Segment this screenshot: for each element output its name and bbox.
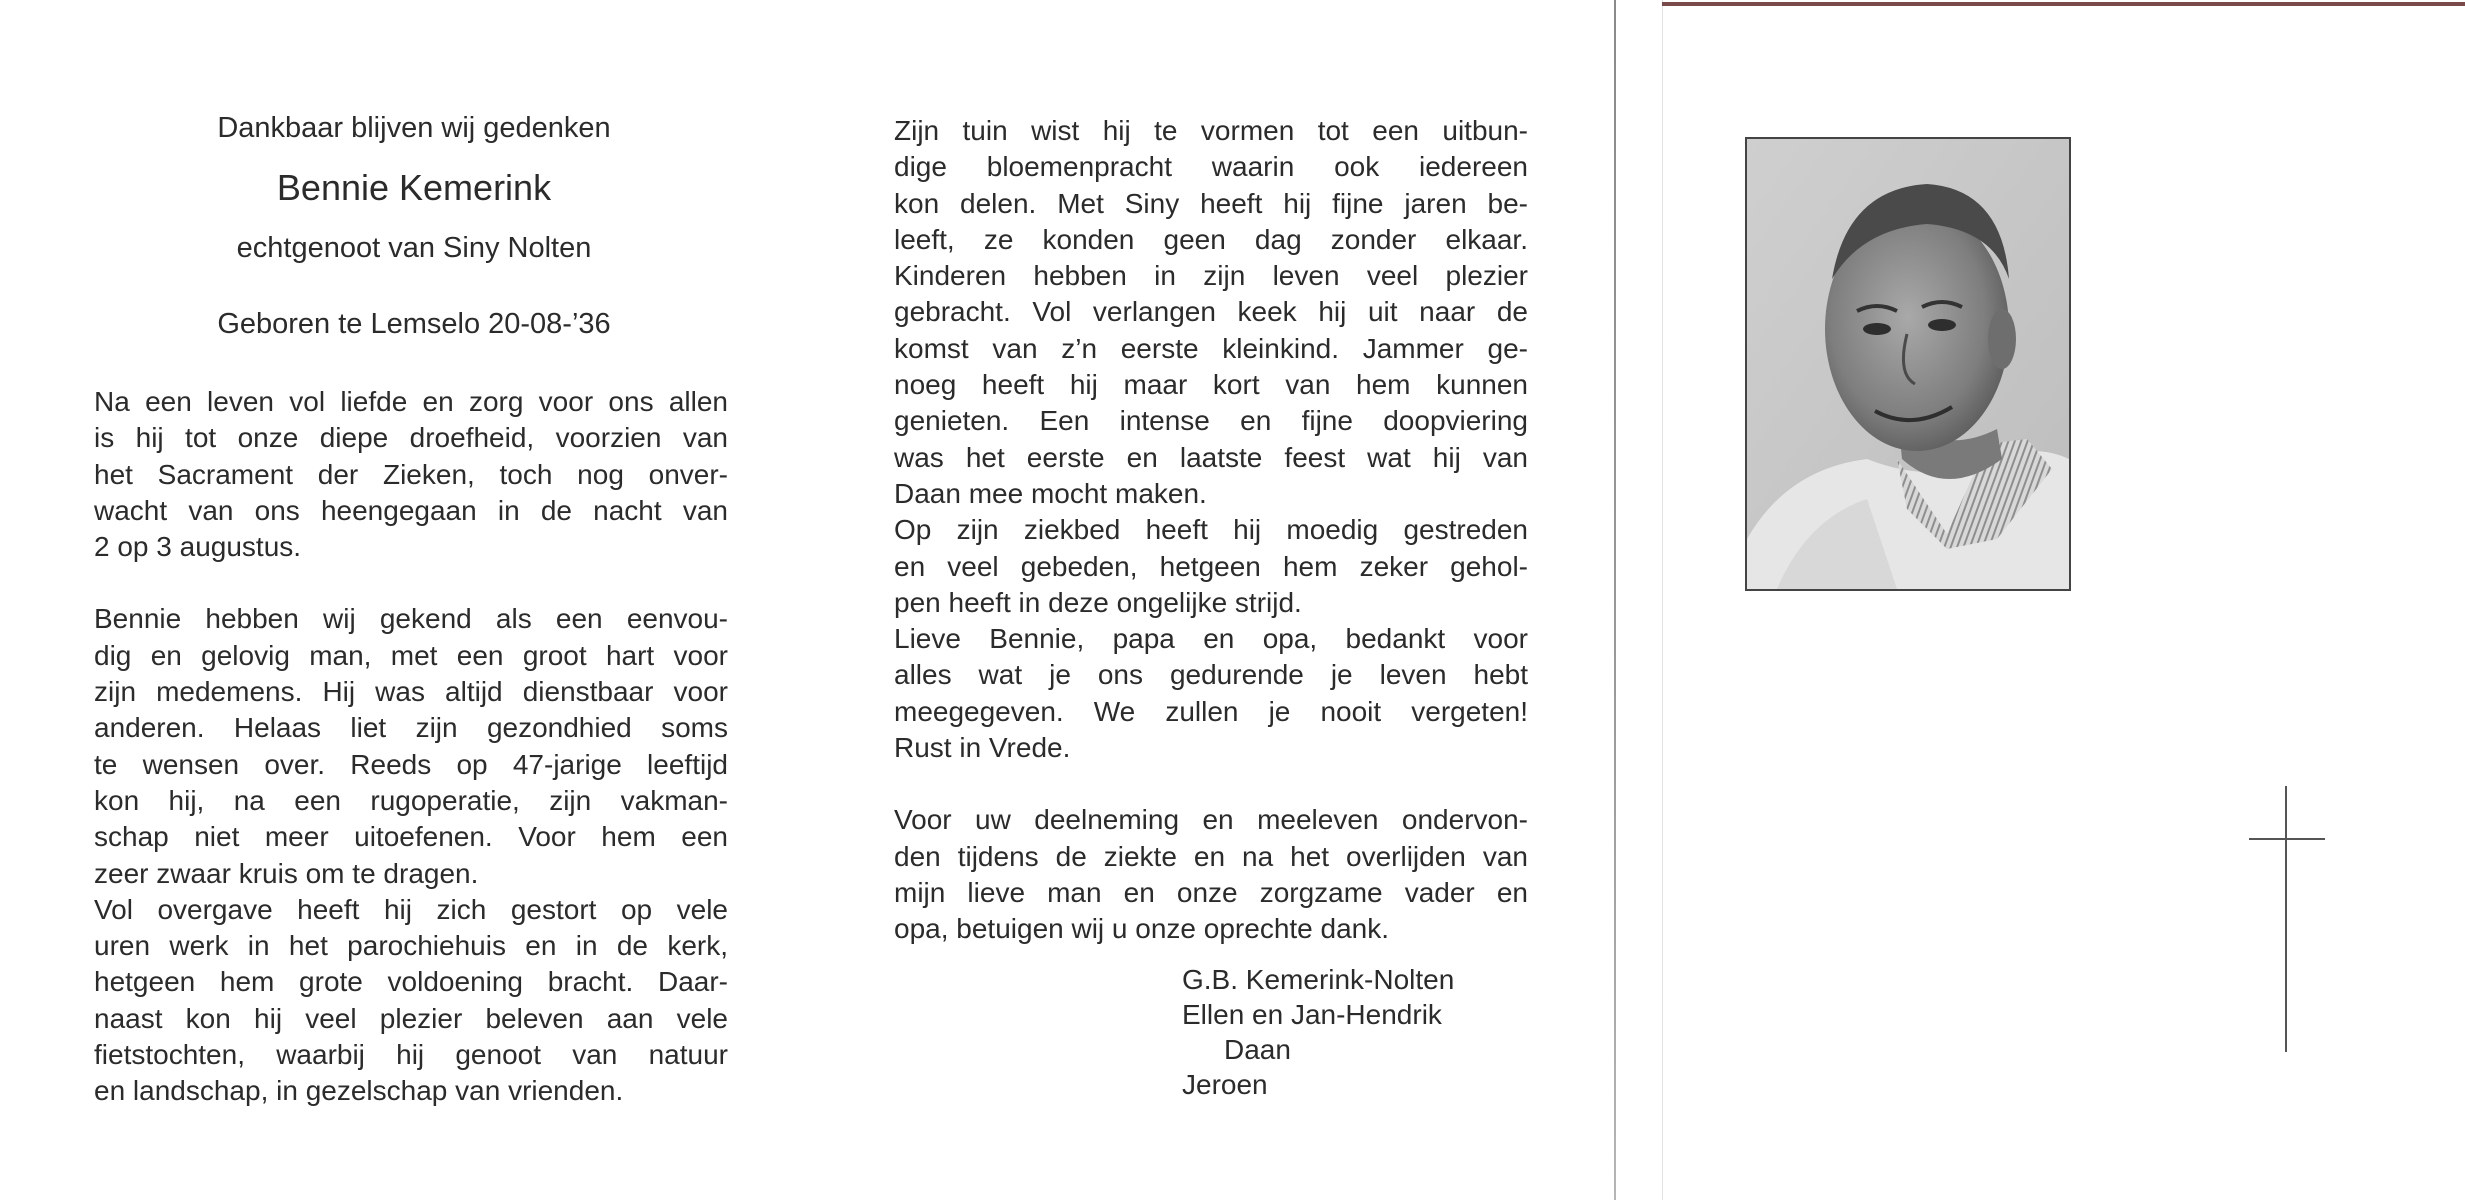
text-line: Op zijn ziekbed heeft hij moedig gestreden [894,514,1528,546]
text-line: en landschap, in gezelschap van vrienden. [94,1075,624,1107]
text-line: dige bloemenpracht waarin ook iedereen [894,151,1528,183]
text-line: leeft, ze konden geen dag zonder elkaar. [894,223,1528,255]
text-line: genieten. Een intense en fijne doopviering [894,405,1528,437]
middle-paragraph-1 [894,113,1528,512]
card-fold-line [1614,0,1616,1200]
text-line: is hij tot onze diepe droefheid, voorzien van [94,422,728,454]
birth-line: Geboren te Lemselo 20-08-’36 [217,308,611,340]
text-line: fietstochten, waarbij hij genoot van natuur [94,1039,728,1071]
text-line: Vol overgave heeft hij zich gestort op vele [94,893,728,925]
text-line: komst van z’n eerste kleinkind. Jammer ge- [894,332,1528,364]
text-line: opa, betuigen wij u onze oprechte dank. [894,913,1390,945]
text-line: te wensen over. Reeds op 47-jarige leeftijd [94,748,728,780]
left-paragraph-3 [94,892,728,1110]
text-line: zijn medemens. Hij was altijd dienstbaar voor [94,676,728,708]
text-line: mijn lieve man en onze zorgzame vader en [894,876,1528,908]
signature-line-3: Daan [1224,1034,1291,1065]
text-line: alles wat je ons gedurende je leven hebt [894,659,1528,691]
left-paragraph-1 [94,384,728,565]
text-line: Daan mee mocht maken. [894,477,1207,509]
text-line: dig en gelovig man, met een groot hart voor [94,639,728,671]
card-fold-edge [1662,0,1663,1200]
text-line: Na een leven vol liefde en zorg voor ons allen [94,386,728,417]
cross-icon-bar [2249,838,2325,840]
text-line: schap niet meer uitoefenen. Voor hem een [94,821,728,853]
signature-block [1182,962,1454,1102]
text-line: was het eerste en laatste feest wat hij van [894,441,1528,473]
signature-line-2: Ellen en Jan-Hendrik [1182,999,1442,1030]
text-line: hetgeen hem grote voldoening bracht. Daar- [94,966,728,998]
spouse-line: echtgenoot van Siny Nolten [236,232,592,264]
top-border-rule [1662,2,2465,6]
text-line: noeg heeft hij maar kort van hem kunnen [894,369,1528,401]
text-line: Kinderen hebben in zijn leven veel plezier [894,260,1528,292]
paragraph-gap [894,766,1528,802]
text-line: Voor uw deelneming en meeleven ondervon- [894,804,1528,836]
portrait-photo [1745,137,2071,591]
cross-icon [2285,786,2287,1052]
text-line: Rust in Vrede. [894,732,1071,764]
text-line: Lieve Bennie, papa en opa, bedankt voor [894,623,1528,655]
text-line: wacht van ons heengegaan in de nacht van [94,494,728,526]
deceased-name: Bennie Kemerink [276,167,552,208]
middle-text-body [894,113,1528,948]
text-line: uren werk in het parochiehuis en in de kerk, [94,930,728,962]
middle-paragraph-2 [894,512,1528,621]
middle-paragraph-3 [894,621,1528,766]
text-line: anderen. Helaas liet zijn gezondhied soms [94,712,728,744]
intro-line: Dankbaar blijven wij gedenken [217,112,611,144]
text-line: Bennie hebben wij gekend als een eenvou- [94,603,728,635]
text-line: 2 op 3 augustus. [94,531,302,563]
text-line: naast kon hij veel plezier beleven aan vele [94,1002,728,1034]
signature-line-4: Jeroen [1182,1069,1268,1100]
text-line: het Sacrament der Zieken, toch nog onver- [94,458,728,490]
text-line: meegegeven. We zullen je nooit vergeten! [894,695,1528,727]
text-line: Zijn tuin wist hij te vormen tot een uitbun- [894,115,1528,146]
text-line: gebracht. Vol verlangen keek hij uit naar de [894,296,1528,328]
text-line: pen heeft in deze ongelijke strijd. [894,586,1302,618]
middle-paragraph-4 [894,802,1528,947]
left-text-body [94,384,728,1110]
text-line: en veel gebeden, hetgeen hem zeker gehol- [894,550,1528,582]
text-line: zeer zwaar kruis om te dragen. [94,857,479,889]
left-paragraph-2 [94,601,728,891]
text-line: den tijdens de ziekte en na het overlijden van [894,840,1528,872]
text-line: kon delen. Met Siny heeft hij fijne jaren be- [894,187,1528,219]
text-line: kon hij, na een rugoperatie, zijn vakman- [94,784,728,816]
signature-line-1: G.B. Kemerink-Nolten [1182,964,1455,995]
portrait-image [1747,139,2069,589]
